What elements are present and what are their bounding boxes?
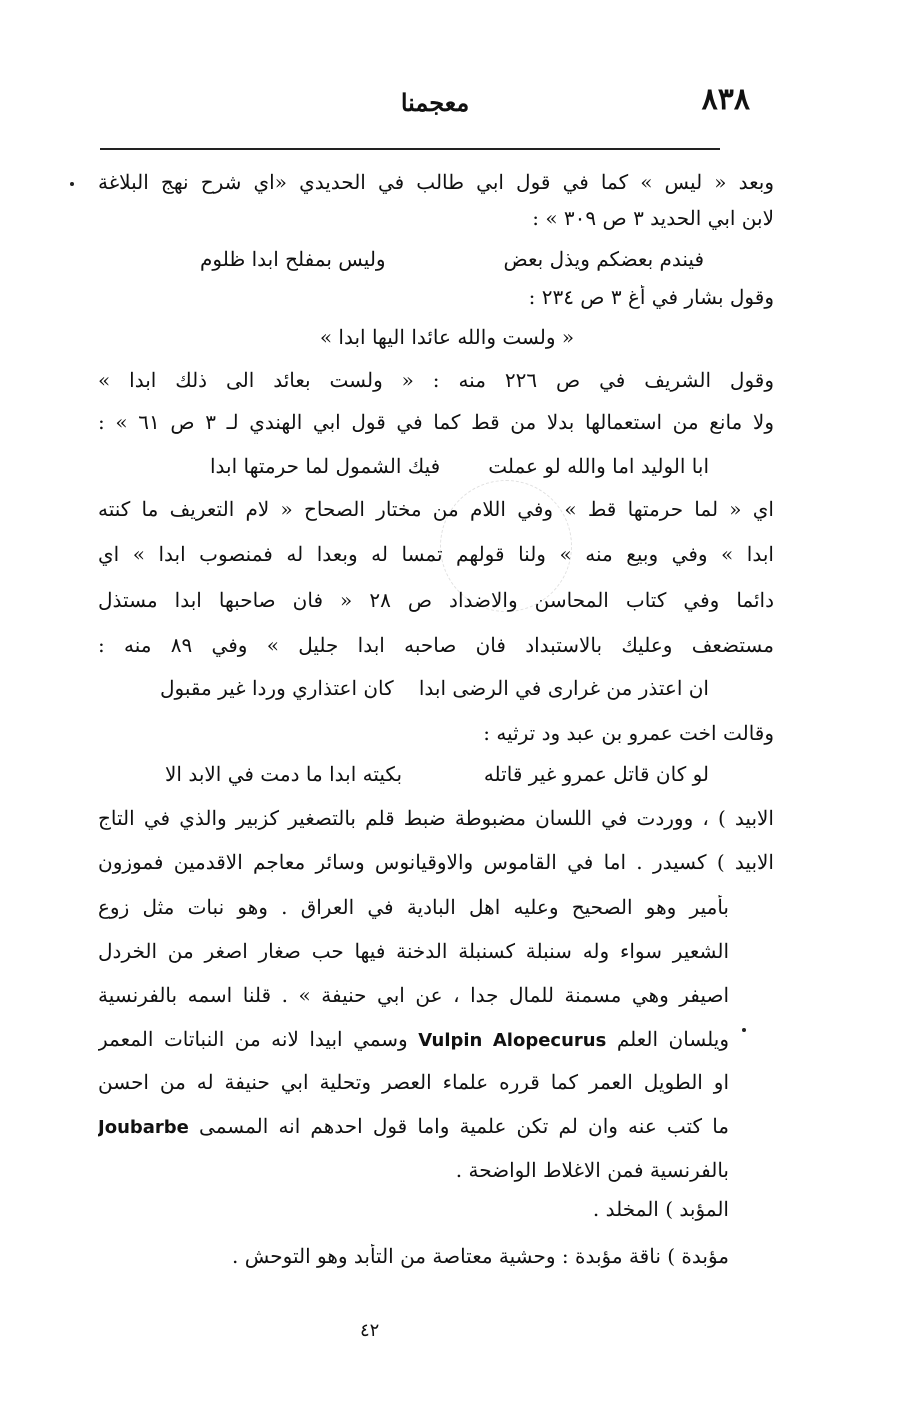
- folio-mark: ٤٢: [360, 1320, 380, 1341]
- header-rule: [100, 148, 720, 150]
- entry-line: المؤبد ) المخلد .: [592, 1197, 729, 1221]
- text-line: وقول بشار في أغ ٣ ص ٢٣٤ :: [528, 285, 774, 309]
- margin-mark: [742, 1028, 746, 1032]
- verse-hemistich-left: وليس بمفلح ابدا ظلوم: [200, 247, 386, 271]
- text-line: الابيد ) ، ووردت في اللسان مضبوطة ضبط قلم بالتصغير كزبير والذي في التاج: [98, 806, 774, 830]
- text-line-mixed: [98, 1027, 729, 1051]
- text-line-mixed: [98, 1114, 729, 1138]
- entry-line: مؤبدة ) ناقة مؤبدة : وحشية معتاصة من التأبد وهو التوحش .: [232, 1244, 729, 1268]
- text-line: اي « لما حرمتها قط » وفي اللام من مختار الصحاح « لام التعريف ما كنته: [98, 497, 774, 521]
- latin-term: Joubarbe: [98, 1117, 189, 1138]
- text-line: وقالت اخت عمرو بن عبد ود ترثيه :: [483, 721, 774, 745]
- verse-hemistich-right: ان اعتذر من غرارى في الرضى ابدا: [418, 676, 709, 700]
- text-line: او الطويل العمر كما قرره علماء العصر وتحلية ابي حنيفة له من احسن: [98, 1070, 729, 1094]
- verse-hemistich-right: ابا الوليد اما والله لو عملت: [488, 454, 709, 478]
- arabic-text: وسمي ابيدا لانه من النباتات المعمر: [98, 1027, 408, 1051]
- text-line: دائما وفي كتاب المحاسن والاضداد ص ٢٨ « فان صاحبها ابدا مستذل: [98, 588, 774, 612]
- verse-hemistich-left: كان اعتذاري وردا غير مقبول: [160, 676, 394, 700]
- arabic-text: ما كتب عنه وان لم تكن علمية واما قول احدهم انه المسمى: [199, 1114, 729, 1138]
- verse-hemistich-right: لو كان قاتل عمرو غير قاتله: [483, 762, 709, 786]
- arabic-text: ويلسان العلم: [616, 1027, 729, 1051]
- text-line: وقول الشريف في ص ٢٢٦ منه : « ولست بعائد الى ذلك ابدا »: [98, 368, 774, 392]
- text-line: اصيفر وهي مسمنة للمال جدا ، عن ابي حنيفة » . قلنا اسمه بالفرنسية: [98, 983, 729, 1007]
- text-line: الشعير سواء وله سنبلة كسنبلة الدخنة فيها حب صغار اصغر من الخردل: [98, 939, 729, 963]
- running-title: معجمنا: [400, 88, 470, 117]
- verse-hemistich-right: فيندم بعضكم ويذل بعض: [503, 247, 704, 271]
- verse-hemistich-left: بكيته ابدا ما دمت في الابد الا: [165, 762, 403, 786]
- text-line: بأمير وهو الصحيح وعليه اهل البادية في العراق . وهو نبات مثل زوع: [98, 895, 729, 919]
- text-line: مستضعف وعليك بالاستبداد فان صاحبه ابدا جليل » وفي ٨٩ منه :: [98, 633, 774, 657]
- text-line: بالفرنسية فمن الاغلاط الواضحة .: [455, 1158, 729, 1182]
- text-line: ولا مانع من استعمالها بدلا من قط كما في قول ابي الهندي لـ ٣ ص ٦١ » :: [98, 410, 774, 434]
- page-number: ٨٣٨: [701, 82, 750, 117]
- text-line: وبعد « ليس » كما في قول ابي طالب في الحديدي «اي شرح نهج البلاغة: [98, 170, 774, 194]
- page-header: [120, 82, 750, 142]
- latin-term: Vulpin: [418, 1030, 483, 1051]
- quoted-line: « ولست والله عائدا اليها ابدا »: [319, 325, 575, 349]
- text-line: الابيد ) كسيدر . اما في القاموس والاوقيانوس وسائر معاجم الاقدمين فموزون: [98, 850, 774, 874]
- text-line: ابدا » وفي وبيع منه » ولنا قولهم تمسا له وبعدا له فمنصوب ابدا » اي: [98, 542, 774, 566]
- margin-mark: [70, 182, 74, 186]
- text-line: لابن ابي الحديد ٣ ص ٣٠٩ » :: [532, 206, 774, 230]
- latin-term: Alopecurus: [492, 1030, 607, 1051]
- verse-hemistich-left: فيك الشمول لما حرمتها ابدا: [210, 454, 441, 478]
